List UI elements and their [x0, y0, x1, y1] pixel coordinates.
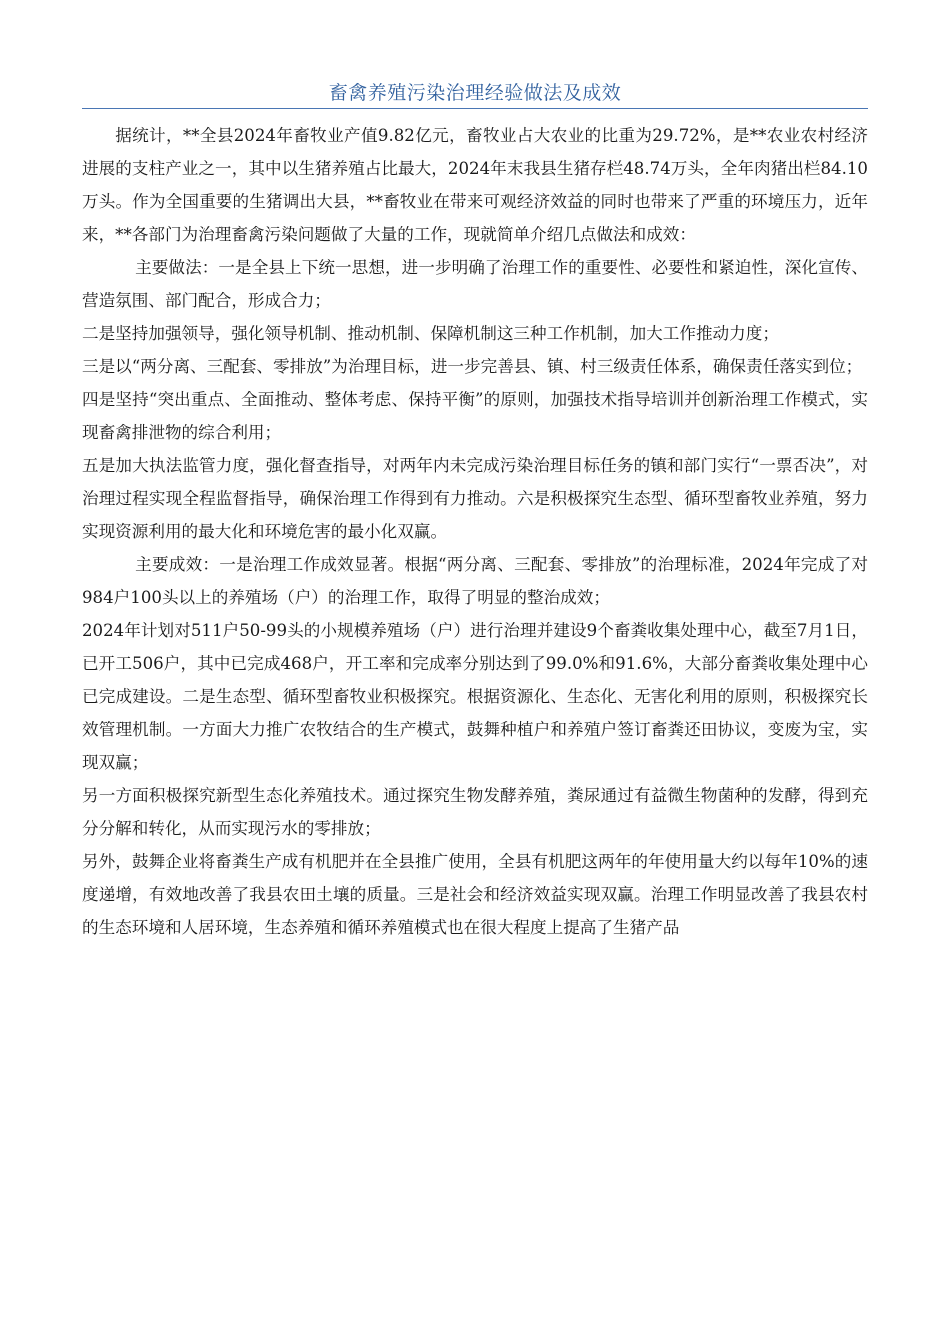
paragraph-measure-two: 二是坚持加强领导，强化领导机制、推动机制、保障机制这三种工作机制，加大工作推动力度；: [82, 324, 779, 343]
paragraph-result-fertilizer: 另外，鼓舞企业将畜粪生产成有机肥并在全县推广使用，全县有机肥这两年的年使用量大约以每年10%的速度递增，有效地改善了我县农田土壤的质量。三是社会和经济效益实现双赢。治理工作明显改善了我县农村的生态环境和人居环境，生态养殖和循环养殖模式也在很大程度上提高了生猪产品: [82, 852, 868, 937]
paragraph-main-results: 主要成效：一是治理工作成效显著。根据“两分离、三配套、零排放”的治理标准，2024年完成了对984户100头以上的养殖场（户）的治理工作，取得了明显的整治成效；: [82, 555, 868, 607]
paragraph-result-ecological: 另一方面积极探究新型生态化养殖技术。通过探究生物发酵养殖，粪尿通过有益微生物菌种的发酵，得到充分分解和转化，从而实现污水的零排放；: [82, 786, 868, 838]
title-underline: [82, 108, 868, 109]
paragraph-statistics: 据统计，**全县2024年畜牧业产值9.82亿元，畜牧业占大农业的比重为29.72%，是**农业农村经济进展的支柱产业之一，其中以生猪养殖占比最大，2024年末我县生猪存栏48.74万头，全年肉猪出栏84.10万头。作为全国重要的生猪调出大县，**畜牧业在带来可观经济效益的同时也带来了严重的环境压力，近年来，**各部门为治理畜禽污染问题做了大量的工作，现就简单介绍几点做法和成效：: [82, 126, 868, 244]
document-title: 畜禽养殖污染治理经验做法及成效: [328, 82, 622, 104]
document-body: [82, 119, 868, 944]
paragraph-result-small-farms: 2024年计划对511户50-99头的小规模养殖场（户）进行治理并建设9个畜粪收集处理中心，截至7月1日，已开工506户，其中已完成468户，开工率和完成率分别达到了99.0%和91.6%，大部分畜粪收集处理中心已完成建设。二是生态型、循环型畜牧业积极探究。根据资源化、生态化、无害化利用的原则，积极探究长效管理机制。一方面大力推广农牧结合的生产模式，鼓舞种植户和养殖户签订畜粪还田协议，变废为宝，实现双赢；: [82, 621, 868, 772]
paragraph-measure-three: 三是以“两分离、三配套、零排放”为治理目标，进一步完善县、镇、村三级责任体系，确保责任落实到位；: [82, 357, 863, 376]
paragraph-main-measures: 主要做法：一是全县上下统一思想，进一步明确了治理工作的重要性、必要性和紧迫性，深化宣传、营造氛围、部门配合，形成合力；: [82, 258, 868, 310]
paragraph-measure-five-six: 五是加大执法监管力度，强化督查指导，对两年内未完成污染治理目标任务的镇和部门实行“一票否决”，对治理过程实现全程监督指导，确保治理工作得到有力推动。六是积极探究生态型、循环型畜牧业养殖，努力实现资源利用的最大化和环境危害的最小化双赢。: [82, 456, 868, 541]
document-page: [82, 78, 868, 944]
paragraph-measure-four: 四是坚持“突出重点、全面推动、整体考虑、保持平衡”的原则，加强技术指导培训并创新治理工作模式，实现畜禽排泄物的综合利用；: [82, 390, 868, 442]
